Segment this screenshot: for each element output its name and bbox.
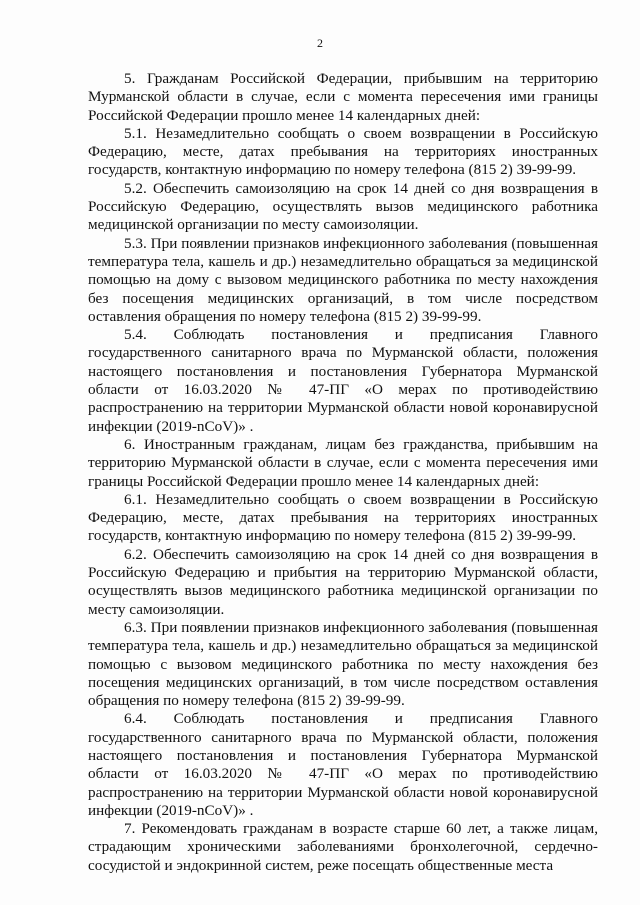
- paragraph-6: 6. Иностранным гражданам, лицам без гражданства, прибывшим на территорию Мурманской области в случае, если с момента пересечения ими границы Российской Федерации прошло менее 14 календарных дней:: [88, 435, 598, 490]
- document-body: [88, 70, 598, 875]
- page-number: 2: [317, 36, 323, 50]
- paragraph-7: 7. Рекомендовать гражданам в возрасте старше 60 лет, а также лицам, страдающим хроническими заболеваниями бронхолегочной, сердечно-сосудистой и эндокринной систем, реже посещать общественные места: [88, 820, 598, 874]
- paragraph-6-2: 6.2. Обеспечить самоизоляцию на срок 14 дней со дня возвращения в Российскую Федерацию и прибытия на территорию Мурманской области, осуществлять вызов медицинского работника медицинской организации по месту самоизоляции.: [88, 545, 598, 618]
- paragraph-6-3: 6.3. При появлении признаков инфекционного заболевания (повышенная температура тела, кашель и др.) незамедлительно обращаться за медицинской помощью с вызовом медицинского работника по месту нахождения без посещения медицинских организаций, в том числе посредством оставления обращения по номеру телефона (815 2) 39-99-99.: [88, 618, 598, 710]
- paragraph-5-4: 5.4. Соблюдать постановления и предписания Главного государственного санитарного врача по Мурманской области, положения настоящего постановления и постановления Губернатора Мурманской области от 16.03.2020 № 47-ПГ «О мерах по противодействию распространению на территории Мурманской области новой коронавирусной инфекции (2019-nCoV)» .: [88, 326, 598, 435]
- paragraph-5: 5. Гражданам Российской Федерации, прибывшим на территорию Мурманской области в случае, если с момента пересечения ими границы Российской Федерации прошло менее 14 календарных дней:: [88, 70, 598, 124]
- paragraph-5-1: 5.1. Незамедлительно сообщать о своем возвращении в Российскую Федерацию, месте, датах пребывания на территориях иностранных государств, контактную информацию по номеру телефона (815 2) 39-99-99.: [88, 124, 598, 179]
- paragraph-6-1: 6.1. Незамедлительно сообщать о своем возвращении в Российскую Федерацию, месте, датах пребывания на территориях иностранных государств, контактную информацию по номеру телефона (815 2) 39-99-99.: [88, 490, 598, 545]
- paragraph-6-4: 6.4. Соблюдать постановления и предписания Главного государственного санитарного врача по Мурманской области, положения настоящего постановления и постановления Губернатора Мурманской области от 16.03.2020 № 47-ПГ «О мерах по противодействию распространению на территории Мурманской области новой коронавирусной инфекции (2019-nCoV)» .: [88, 710, 598, 819]
- paragraph-5-2: 5.2. Обеспечить самоизоляцию на срок 14 дней со дня возвращения в Российскую Федерацию, осуществлять вызов медицинского работника медицинской организации по месту самоизоляции.: [88, 179, 598, 234]
- paragraph-5-3: 5.3. При появлении признаков инфекционного заболевания (повышенная температура тела, кашель и др.) незамедлительно обращаться за медицинской помощью на дому с вызовом медицинского работника по месту нахождения без посещения медицинских организаций, в том числе посредством оставления обращения по номеру телефона (815 2) 39-99-99.: [88, 234, 598, 325]
